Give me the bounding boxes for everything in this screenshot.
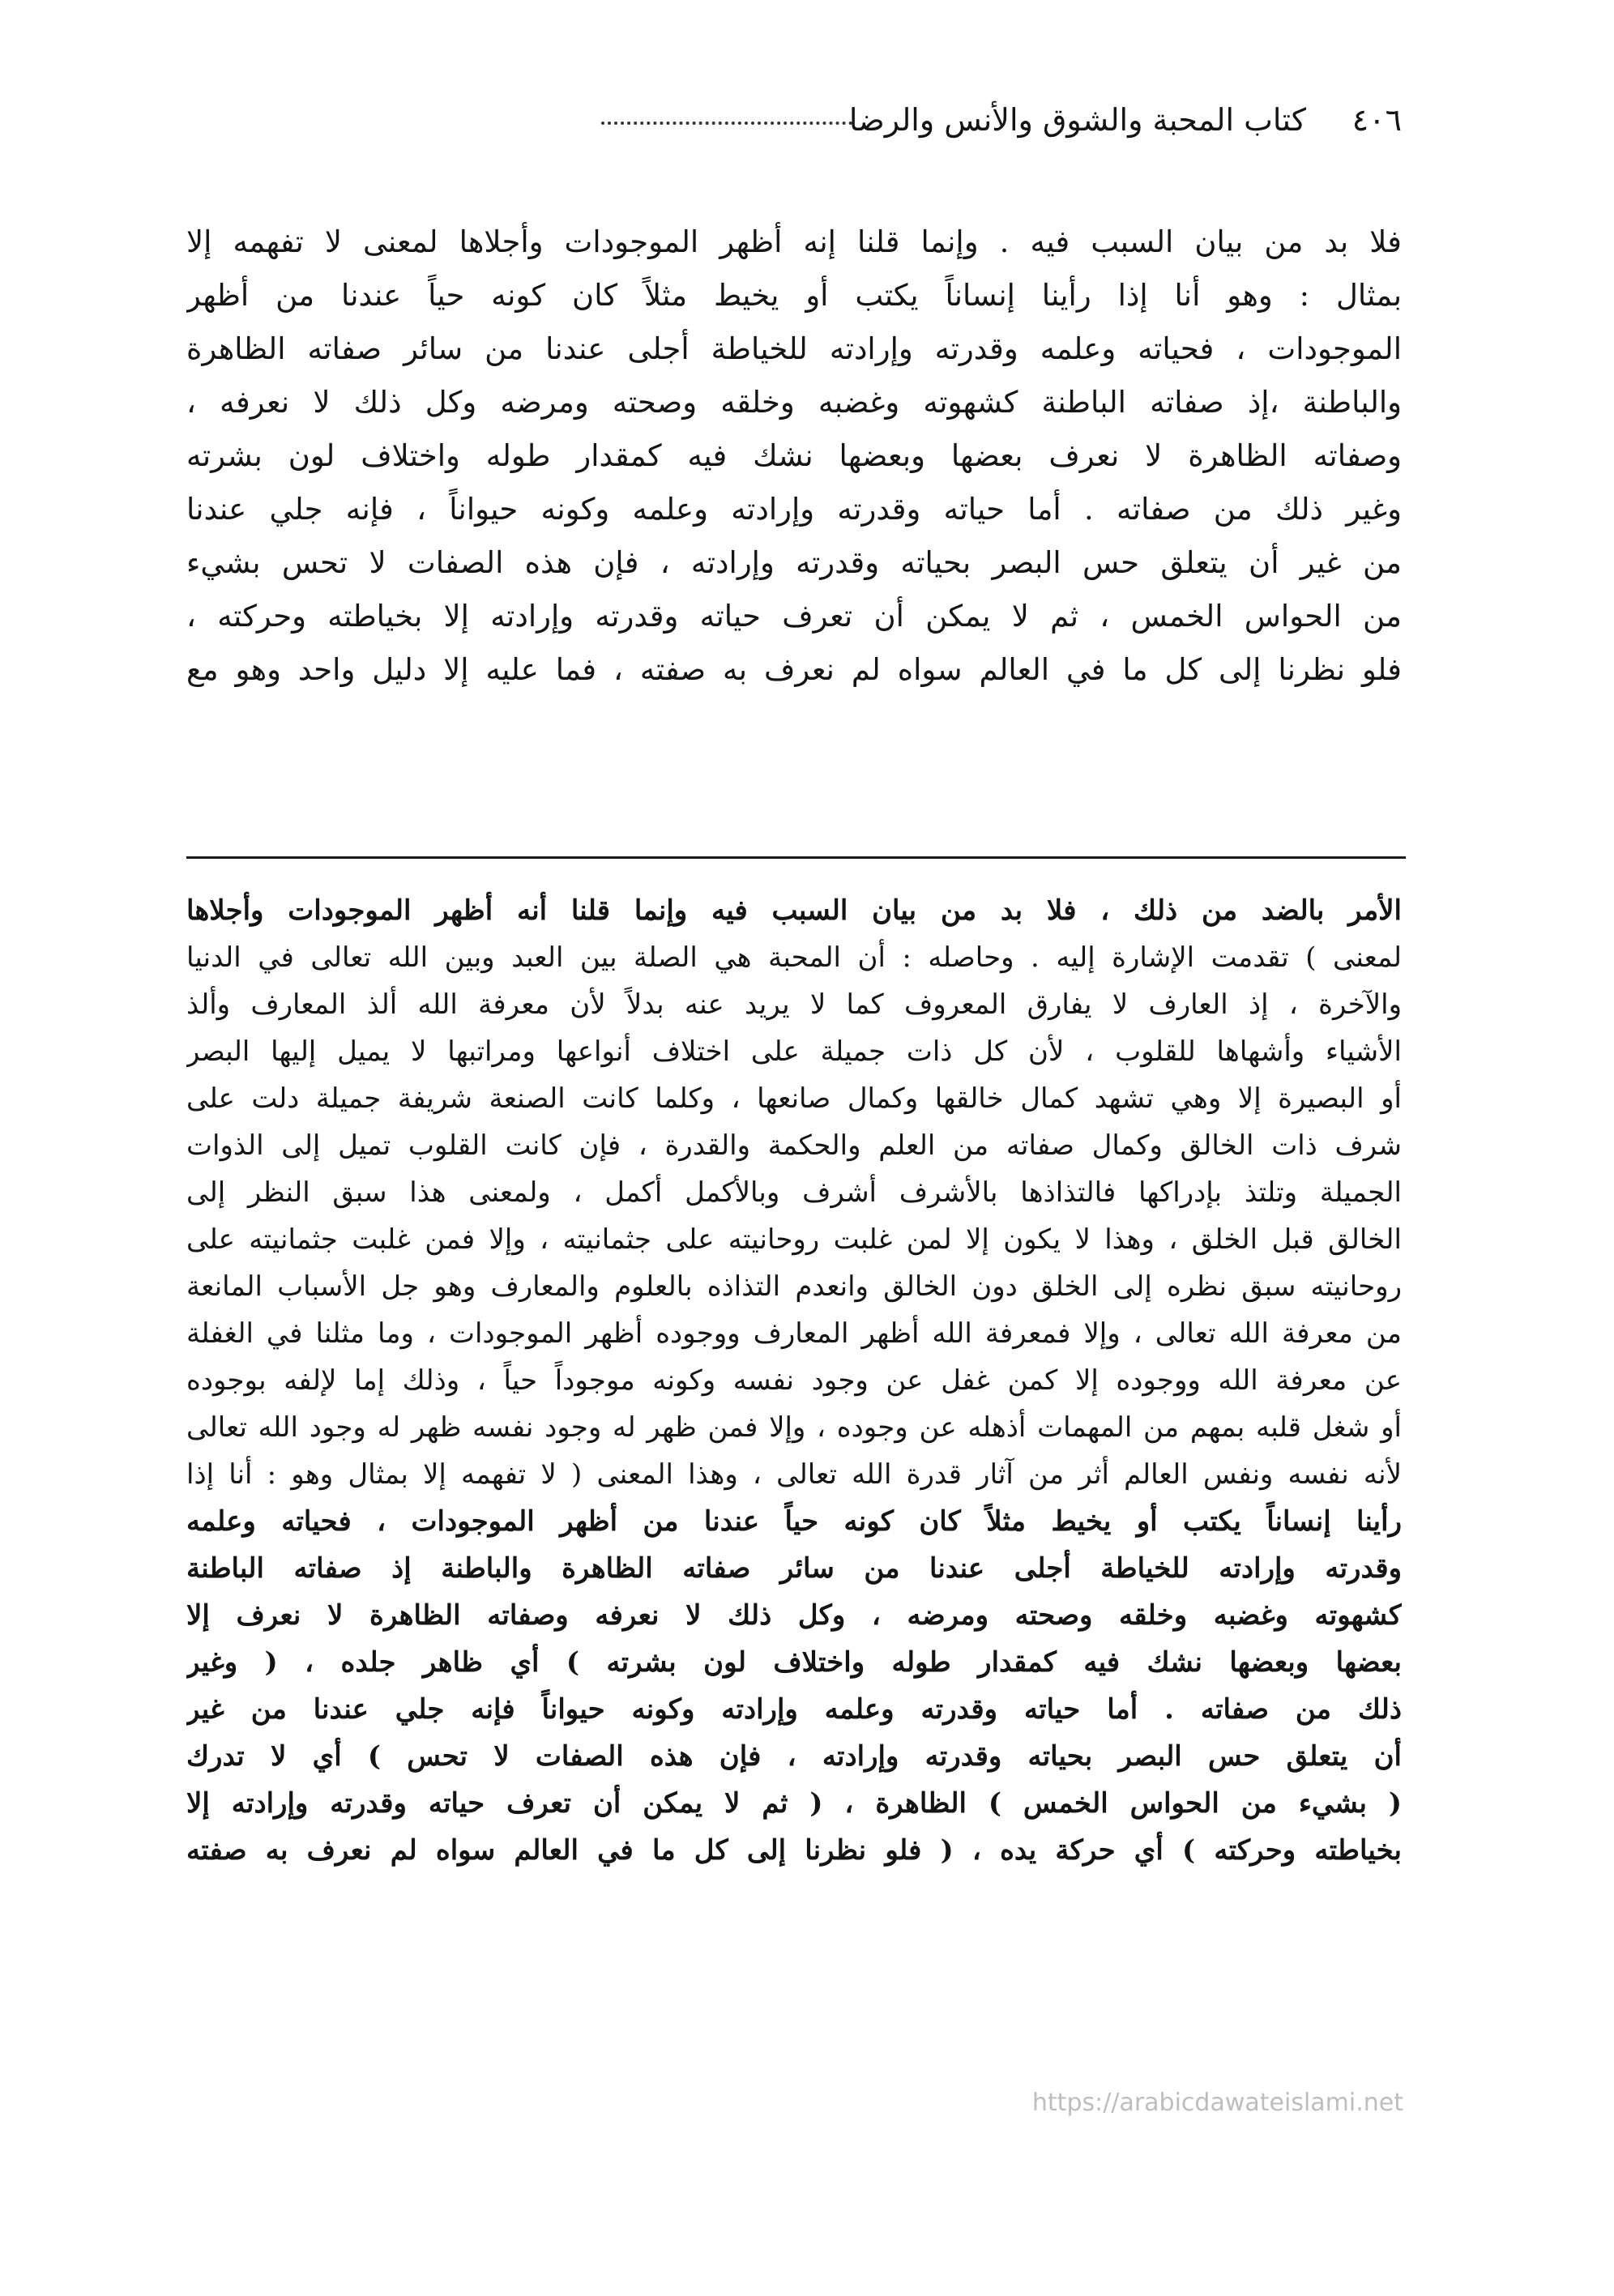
main-text-line: فلا بد من بيان السبب فيه . وإنما قلنا إنه أظهر الموجودات وأجلاها لمعنى لا تفهمه إلا <box>186 224 1402 259</box>
main-text-line: بمثال : وهو أنا إذا رأينا إنساناً يكتب أو يخيط مثلاً كان كونه حياً عندنا من أظهر <box>186 278 1402 313</box>
commentary-line: بعضها وبعضها نشك فيه كمقدار طوله واختلاف لون بشرته ) أي ظاهر جلده ، ( وغير <box>186 1646 1402 1679</box>
commentary-line: والآخرة ، إذ العارف لا يفارق المعروف كما لا يريد عنه بدلاً لأن معرفة الله ألذ المعارف وألذ <box>186 988 1402 1021</box>
main-text-line: من غير أن يتعلق حس البصر بحياته وقدرته وإرادته ، فإن هذه الصفات لا تحس بشيء <box>186 545 1402 580</box>
commentary-block <box>186 887 1402 1874</box>
commentary-line: كشهوته وغضبه وخلقه وصحته ومرضه ، وكل ذلك لا نعرفه وصفاته الظاهرة لا نعرف إلا <box>186 1599 1402 1632</box>
commentary-line: من معرفة الله تعالى ، وإلا فمعرفة الله أظهر المعارف ووجوده أظهر الموجودات ، وما مثلنا في الغفلة <box>186 1317 1402 1350</box>
running-header <box>186 89 1402 154</box>
watermark-url: https://arabicdawateislami.net <box>1031 2089 1403 2117</box>
book-title: كتاب المحبة والشوق والأنس والرضا <box>848 102 1306 138</box>
main-text-line: والباطنة ،إذ صفاته الباطنة كشهوته وغضبه وخلقه وصحته ومرضه وكل ذلك لا نعرفه ، <box>186 385 1402 420</box>
main-text-line: الموجودات ، فحياته وعلمه وقدرته وإرادته للخياطة أجلى عندنا من سائر صفاته الظاهرة <box>186 331 1402 366</box>
commentary-line: وقدرته وإرادته للخياطة أجلى عندنا من سائر صفاته الظاهرة والباطنة إذ صفاته الباطنة <box>186 1552 1402 1585</box>
commentary-line: أو البصيرة إلا وهي تشهد كمال خالقها وكمال صانعها ، وكلما كانت الصنعة شريفة جميلة دلت على <box>186 1082 1402 1115</box>
commentary-line: الجميلة وتلتذ بإدراكها فالتذاذها بالأشرف أشرف وبالأكمل أكمل ، ولمعنى هذا سبق النظر إلى <box>186 1176 1402 1209</box>
commentary-line: روحانيته سبق نظره إلى الخلق دون الخالق وانعدم التذاذه بالعلوم والمعارف وهو جل الأسباب المانعة <box>186 1270 1402 1303</box>
commentary-line: لمعنى ) تقدمت الإشارة إليه . وحاصله : أن المحبة هي الصلة بين العبد وبين الله تعالى في الدنيا <box>186 941 1402 974</box>
commentary-line: ذلك من صفاته . أما حياته وقدرته وعلمه وإرادته وكونه حيواناً فإنه جلي عندنا من غير <box>186 1693 1402 1726</box>
commentary-line: الأمر بالضد من ذلك ، فلا بد من بيان السبب فيه وإنما قلنا أنه أظهر الموجودات وأجلاها <box>186 894 1402 927</box>
commentary-line: رأينا إنساناً يكتب أو يخيط مثلاً كان كونه حياً عندنا من أظهر الموجودات ، فحياته وعلمه <box>186 1505 1402 1538</box>
commentary-line: لأنه نفسه ونفس العالم أثر من آثار قدرة الله تعالى ، وهذا المعنى ( لا تفهمه إلا بمثال وهو : أنا إذا <box>186 1458 1402 1491</box>
commentary-line: عن معرفة الله ووجوده إلا كمن غفل عن وجود نفسه وكونه موجوداً حياً ، وذلك إما لإلفه بوجوده <box>186 1364 1402 1397</box>
commentary-line: ( بشيء من الحواس الخمس ) الظاهرة ، ( ثم لا يمكن أن تعرف حياته وقدرته وإرادته إلا <box>186 1787 1402 1820</box>
footnote-divider <box>186 856 1406 859</box>
main-text-line: وغير ذلك من صفاته . أما حياته وقدرته وإرادته وعلمه وكونه حيواناً ، فإنه جلي عندنا <box>186 492 1402 527</box>
commentary-line: بخياطته وحركته ) أي حركة يده ، ( فلو نظرنا إلى كل ما في العالم سواه لم نعرف به صفته <box>186 1834 1402 1867</box>
commentary-line: أو شغل قلبه بمهم من المهمات أذهله عن وجوده ، وإلا فمن ظهر له وجود نفسه ظهر له وجود الله تعالى <box>186 1411 1402 1444</box>
header-dotted-leader <box>601 122 852 125</box>
main-text-line: من الحواس الخمس ، ثم لا يمكن أن تعرف حياته وقدرته وإرادته إلا بخياطته وحركته ، <box>186 599 1402 634</box>
commentary-line: شرف ذات الخالق وكمال صفاته من العلم والحكمة والقدرة ، فإن كانت القلوب تميل إلى الذوات <box>186 1129 1402 1162</box>
main-text-line: وصفاته الظاهرة لا نعرف بعضها وبعضها نشك فيه كمقدار طوله واختلاف لون بشرته <box>186 438 1402 473</box>
commentary-line: أن يتعلق حس البصر بحياته وقدرته وإرادته ، فإن هذه الصفات لا تحس ) أي لا تدرك <box>186 1740 1402 1773</box>
main-text-block <box>186 216 1402 697</box>
main-text-line: فلو نظرنا إلى كل ما في العالم سواه لم نعرف به صفته ، فما عليه إلا دليل واحد وهو مع <box>186 652 1402 687</box>
page-number: ٤٠٦ <box>1351 102 1402 138</box>
commentary-line: الخالق قبل الخلق ، وهذا لا يكون إلا لمن غلبت روحانيته على جثمانيته ، وإلا فمن غلبت جثمانيته على <box>186 1223 1402 1256</box>
commentary-line: الأشياء وأشهاها للقلوب ، لأن كل ذات جميلة على اختلاف أنواعها ومراتبها لا يميل إليها البصر <box>186 1035 1402 1068</box>
